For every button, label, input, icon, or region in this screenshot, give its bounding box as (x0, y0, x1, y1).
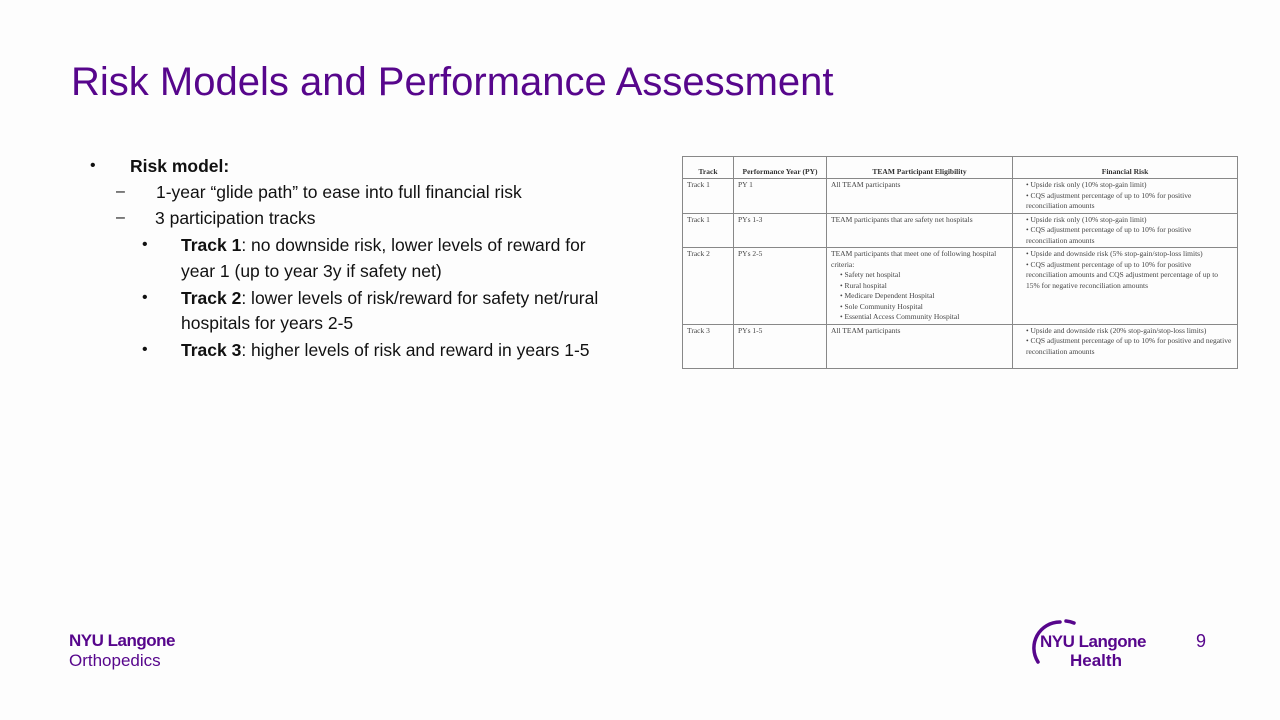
table-header-track: Track (683, 157, 734, 179)
table-cell-risk (1013, 324, 1238, 368)
nyu-langone-orthopedics-logo (69, 631, 175, 671)
table-cell-track: Track 1 (683, 179, 734, 214)
table-row (683, 213, 1238, 248)
sub-bullet-tracks: 3 participation tracks (155, 208, 316, 228)
eligibility-item: • Safety net hospital (840, 270, 1008, 281)
table-cell-eligibility: All TEAM participants (827, 324, 1013, 368)
slide-title: Risk Models and Performance Assessment (71, 60, 834, 104)
risk-item: • Upside risk only (10% stop-gain limit) (1026, 180, 1233, 191)
track2-text-a: : lower levels of risk/reward for safety net/rural (241, 288, 599, 308)
track3-text: : higher levels of risk and reward in years 1-5 (241, 340, 590, 360)
bullet-marker: • (142, 236, 148, 253)
track2-line2: hospitals for years 2-5 (181, 313, 354, 333)
eligibility-intro: TEAM participants that meet one of following hospital criteria: (831, 249, 997, 269)
table-cell-track: Track 3 (683, 324, 734, 368)
health-logo-line2: Health (1070, 651, 1122, 670)
risk-item: • Upside and downside risk (20% stop-gain/stop-loss limits) (1026, 326, 1233, 337)
eligibility-item: • Sole Community Hospital (840, 302, 1008, 313)
table-row (683, 179, 1238, 214)
eligibility-item: • Rural hospital (840, 281, 1008, 292)
table-cell-eligibility: All TEAM participants (827, 179, 1013, 214)
risk-item: • Upside risk only (10% stop-gain limit) (1026, 215, 1233, 226)
bullet-marker: • (142, 341, 148, 358)
track1-line2: year 1 (up to year 3y if safety net) (181, 261, 442, 281)
table-cell-py: PYs 1-3 (734, 213, 827, 248)
dash-marker: – (116, 209, 125, 226)
risk-item: • CQS adjustment percentage of up to 10% for positive and negative reconciliation amounts (1026, 336, 1233, 357)
risk-item: • CQS adjustment percentage of up to 10% for positive reconciliation amounts (1026, 225, 1233, 246)
table-cell-py: PYs 1-5 (734, 324, 827, 368)
track1-label: Track 1 (181, 235, 242, 255)
nyu-langone-health-logo (1030, 618, 1152, 672)
table-cell-risk (1013, 213, 1238, 248)
sub-bullet-glide-path: 1-year “glide path” to ease into full financial risk (156, 182, 522, 202)
track3-label: Track 3 (181, 340, 242, 360)
track2-line1 (181, 286, 598, 310)
risk-item: • CQS adjustment percentage of up to 10% for positive reconciliation amounts (1026, 191, 1233, 212)
table-cell-eligibility: TEAM participants that are safety net hospitals (827, 213, 1013, 248)
bullet-risk-model-label: Risk model: (130, 156, 230, 176)
table-row (683, 248, 1238, 325)
table-header-performance-year: Performance Year (PY) (734, 157, 827, 179)
dash-marker: – (116, 183, 125, 200)
risk-item: • Upside and downside risk (5% stop-gain/stop-loss limits) (1026, 249, 1233, 260)
page-number: 9 (1196, 631, 1207, 651)
table-cell-track: Track 1 (683, 213, 734, 248)
table-cell-py: PY 1 (734, 179, 827, 214)
table-cell-risk (1013, 179, 1238, 214)
table-row (683, 324, 1238, 368)
table-header-financial-risk: Financial Risk (1013, 157, 1238, 179)
track2-label: Track 2 (181, 288, 242, 308)
table-header-eligibility: TEAM Participant Eligibility (827, 157, 1013, 179)
footer-logo-line2: Orthopedics (69, 651, 161, 670)
team-tracks-table (682, 156, 1238, 369)
track1-line1 (181, 233, 586, 257)
track3-line (181, 338, 590, 362)
table-cell-track: Track 2 (683, 248, 734, 325)
health-logo-line1: NYU Langone (1040, 632, 1146, 651)
track1-text-a: : no downside risk, lower levels of reward for (241, 235, 586, 255)
bullet-marker: • (90, 157, 96, 174)
bullet-risk-model (130, 154, 229, 178)
risk-item: • CQS adjustment percentage of up to 10% for positive reconciliation amounts and CQS adjustment percentage of up to 15% for negative reconciliation amounts (1026, 260, 1233, 292)
table-cell-eligibility (827, 248, 1013, 325)
footer-logo-line1: NYU Langone (69, 631, 175, 650)
table-cell-risk (1013, 248, 1238, 325)
eligibility-item: • Essential Access Community Hospital (840, 312, 1008, 323)
eligibility-item: • Medicare Dependent Hospital (840, 291, 1008, 302)
table-cell-py: PYs 2-5 (734, 248, 827, 325)
bullet-marker: • (142, 289, 148, 306)
